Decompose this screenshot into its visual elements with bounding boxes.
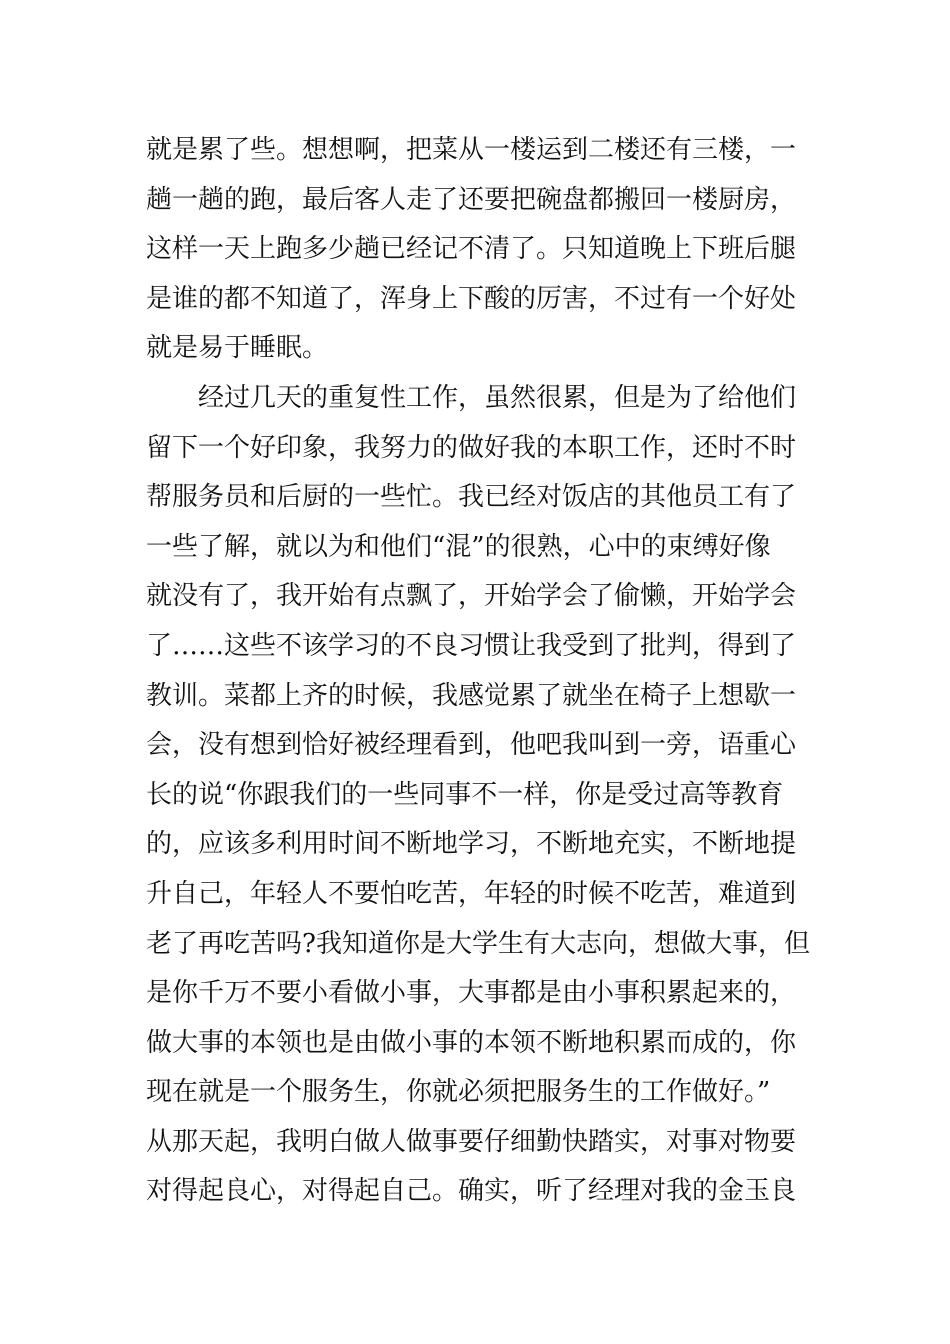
text-line: 这样一天上跑多少趟已经记不清了。只知道晚上下班后腿 bbox=[146, 234, 797, 265]
text-line: 长的说“你跟我们的一些同事不一样，你是受过高等教育 bbox=[146, 779, 784, 810]
text-line: 帮服务员和后厨的一些忙。我已经对饭店的其他员工有了 bbox=[146, 482, 797, 513]
text-line: 趟一趟的跑，最后客人走了还要把碗盘都搬回一楼厨房， bbox=[146, 184, 797, 215]
text-line: 会，没有想到恰好被经理看到，他吧我叫到一旁，语重心 bbox=[146, 730, 797, 761]
text-line: 经过几天的重复性工作，虽然很累，但是为了给他们 bbox=[146, 382, 797, 413]
text-line: 的，应该多利用时间不断地学习，不断地充实，不断地提 bbox=[146, 829, 797, 860]
text-line: 做大事的本领也是由做小事的本领不断地积累而成的，你 bbox=[146, 1027, 797, 1058]
text-line: 留下一个好印象，我努力的做好我的本职工作，还时不时 bbox=[146, 432, 797, 463]
body-text bbox=[146, 126, 816, 1217]
text-line: 一些了解，就以为和他们“混”的很熟，心中的束缚好像 bbox=[146, 531, 771, 562]
text-line: 就是易于睡眠。 bbox=[146, 333, 329, 364]
text-line: 了……这些不该学习的不良习惯让我受到了批判，得到了 bbox=[146, 630, 797, 661]
text-line: 对得起良心，对得起自己。确实，听了经理对我的金玉良 bbox=[146, 1176, 797, 1207]
text-line: 老了再吃苦吗?我知道你是大学生有大志向，想做大事，但 bbox=[146, 928, 810, 959]
text-line: 升自己，年轻人不要怕吃苦，年轻的时候不吃苦，难道到 bbox=[146, 878, 797, 909]
text-line: 就没有了，我开始有点飘了，开始学会了偷懒，开始学会 bbox=[146, 581, 797, 612]
text-line: 现在就是一个服务生，你就必须把服务生的工作做好。” bbox=[146, 1077, 771, 1108]
text-line: 是你千万不要小看做小事，大事都是由小事积累起来的， bbox=[146, 978, 797, 1009]
text-line: 教训。菜都上齐的时候，我感觉累了就坐在椅子上想歇一 bbox=[146, 680, 797, 711]
text-line: 是谁的都不知道了，浑身上下酸的厉害，不过有一个好处 bbox=[146, 283, 797, 314]
text-line: 从那天起，我明白做人做事要仔细勤快踏实，对事对物要 bbox=[146, 1126, 797, 1157]
text-line: 就是累了些。想想啊，把菜从一楼运到二楼还有三楼，一 bbox=[146, 135, 797, 165]
